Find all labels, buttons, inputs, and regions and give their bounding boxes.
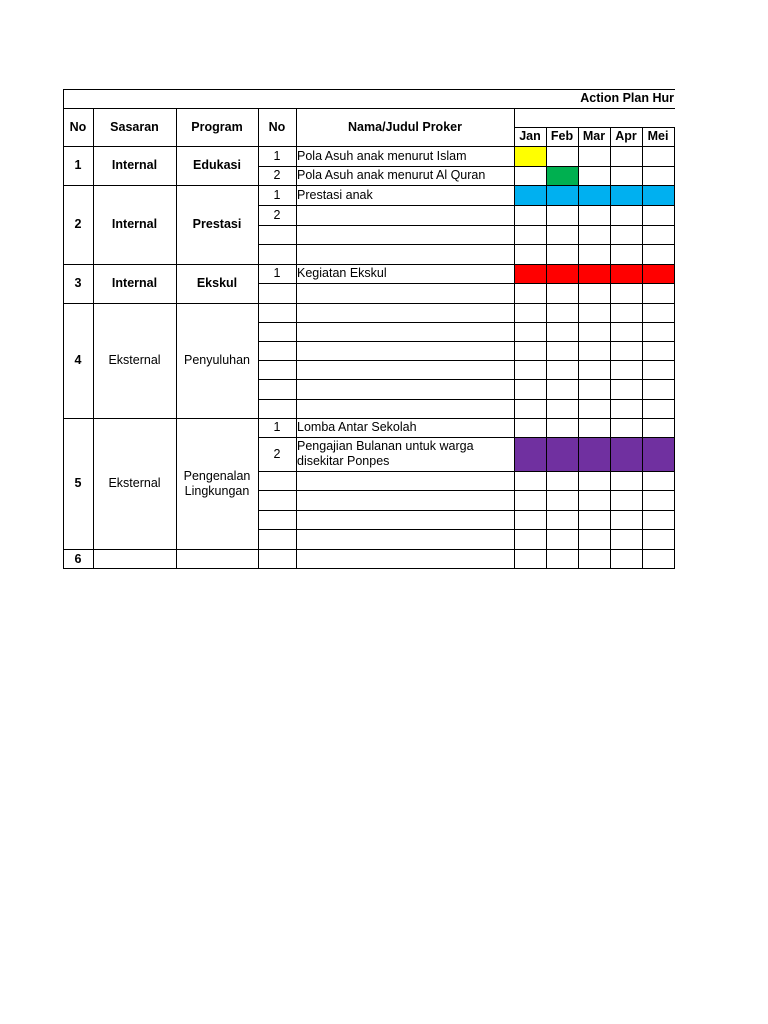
item-no (258, 529, 296, 549)
item-no: 1 (273, 420, 281, 434)
grid-line (514, 127, 675, 128)
item-no (258, 225, 296, 244)
item-name (296, 322, 514, 341)
schedule-fill (514, 185, 546, 205)
item-name (296, 360, 514, 379)
item-no (258, 244, 296, 264)
header-month-jan: Jan (519, 129, 541, 143)
group-program: Pengenalan Lingkungan (183, 468, 251, 498)
schedule-fill (642, 264, 674, 283)
grid-line (258, 244, 675, 245)
table-title: Action Plan Hur (580, 91, 674, 105)
item-no: 2 (273, 446, 281, 461)
grid-line (258, 360, 675, 361)
group-program (176, 549, 258, 569)
schedule-fill (514, 264, 546, 283)
item-no: 2 (273, 207, 281, 222)
item-no (258, 399, 296, 418)
item-name (296, 510, 514, 529)
item-no: 1 (273, 266, 281, 280)
schedule-fill (610, 437, 642, 471)
item-name (296, 399, 514, 418)
grid-line (258, 283, 675, 284)
item-no (258, 341, 296, 360)
item-name: Pengajian Bulanan untuk warga disekitar Ponpes (297, 439, 474, 468)
group-sasaran: Eksternal (108, 353, 161, 367)
item-no (258, 549, 296, 569)
item-no (258, 283, 296, 303)
group-program: Prestasi (192, 217, 242, 231)
header-month-feb: Feb (550, 129, 574, 143)
item-no: 2 (273, 168, 281, 182)
item-no (258, 303, 296, 322)
item-no (258, 360, 296, 379)
grid-line (610, 127, 611, 569)
item-name (296, 205, 514, 225)
group-sasaran (93, 549, 176, 569)
grid-line (258, 108, 259, 569)
header-no: No (69, 119, 87, 134)
item-name (296, 225, 514, 244)
grid-line (176, 108, 177, 569)
item-no: 1 (273, 187, 281, 202)
grid-line (258, 418, 675, 419)
item-name: Lomba Antar Sekolah (297, 420, 417, 434)
item-name (296, 303, 514, 322)
grid-line (258, 205, 675, 206)
grid-line (63, 89, 64, 569)
item-no (258, 322, 296, 341)
header-sasaran: Sasaran (110, 119, 159, 134)
group-sasaran: Internal (111, 217, 158, 231)
grid-line (258, 185, 675, 186)
schedule-fill (546, 185, 578, 205)
item-name (296, 549, 514, 569)
schedule-fill (546, 264, 578, 283)
schedule-fill (578, 264, 610, 283)
item-name (296, 341, 514, 360)
header-month-mei: Mei (647, 129, 669, 143)
grid-line (258, 341, 675, 342)
group-program: Ekskul (196, 276, 238, 290)
grid-line (258, 225, 675, 226)
schedule-fill (610, 264, 642, 283)
item-name (296, 471, 514, 490)
item-no (258, 471, 296, 490)
schedule-fill (514, 146, 546, 166)
header-program: Program (191, 119, 243, 134)
grid-line (258, 510, 675, 511)
grid-line (63, 146, 675, 147)
grid-line (514, 108, 515, 569)
group-no: 6 (74, 551, 82, 566)
group-program: Edukasi (193, 158, 241, 172)
group-no: 2 (74, 217, 82, 231)
group-sasaran: Eksternal (108, 476, 161, 490)
grid-line (546, 127, 547, 569)
grid-line (93, 108, 94, 569)
item-name (296, 379, 514, 399)
grid-line (63, 108, 675, 109)
schedule-fill (578, 185, 610, 205)
item-no (258, 490, 296, 510)
grid-line (63, 568, 675, 569)
grid-line (258, 399, 675, 400)
grid-line (258, 264, 675, 265)
header-month-apr: Apr (615, 129, 637, 143)
group-no: 4 (74, 353, 82, 367)
grid-line (258, 322, 675, 323)
grid-line (578, 127, 579, 569)
grid-line (674, 127, 675, 569)
schedule-fill (578, 437, 610, 471)
schedule-fill (610, 185, 642, 205)
item-name (296, 283, 514, 303)
item-no (258, 510, 296, 529)
grid-line (63, 89, 675, 90)
schedule-fill (546, 437, 578, 471)
schedule-fill (642, 437, 674, 471)
group-sasaran: Internal (111, 158, 158, 172)
item-name: Kegiatan Ekskul (297, 266, 387, 280)
item-name: Prestasi anak (297, 187, 373, 202)
item-name (296, 244, 514, 264)
item-name: Pola Asuh anak menurut Al Quran (297, 168, 486, 182)
group-no: 5 (74, 476, 82, 490)
item-name (296, 529, 514, 549)
schedule-fill (514, 437, 546, 471)
group-no: 1 (74, 158, 82, 172)
grid-line (258, 166, 675, 167)
grid-line (642, 127, 643, 569)
schedule-fill (642, 185, 674, 205)
grid-line (258, 379, 675, 380)
grid-line (258, 549, 675, 550)
header-nama-proker: Nama/Judul Proker (348, 119, 462, 134)
grid-line (258, 529, 675, 530)
schedule-fill (546, 166, 578, 185)
header-no-item: No (268, 119, 286, 134)
grid-line (258, 303, 675, 304)
group-no: 3 (74, 276, 82, 290)
header-month-mar: Mar (582, 129, 606, 143)
group-sasaran: Internal (111, 276, 158, 290)
item-no (258, 379, 296, 399)
group-program: Penyuluhan (183, 353, 251, 367)
grid-line (258, 437, 675, 438)
item-name: Pola Asuh anak menurut Islam (297, 148, 467, 163)
grid-line (258, 471, 675, 472)
grid-line (258, 490, 675, 491)
grid-line (296, 108, 297, 569)
item-name (296, 490, 514, 510)
item-no: 1 (273, 148, 281, 163)
